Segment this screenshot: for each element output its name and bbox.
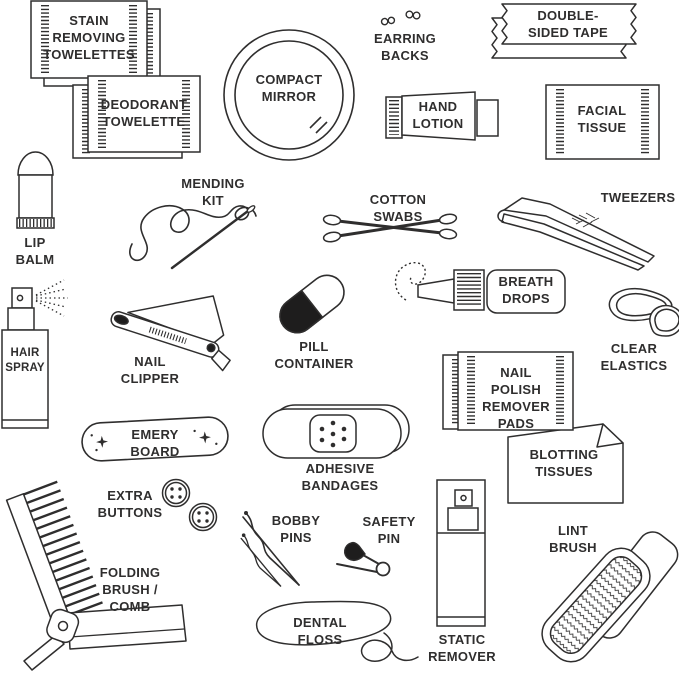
hair-spray-label: HAIR SPRAY bbox=[5, 347, 45, 374]
hand-lotion-label: HAND LOTION bbox=[412, 99, 464, 131]
dental-floss-label: DENTAL FLOSS bbox=[293, 615, 347, 647]
earring-backs-icon bbox=[372, 6, 440, 28]
mending-kit-label: MENDING KIT bbox=[181, 176, 245, 208]
bobby-pins-label: BOBBY PINS bbox=[271, 513, 321, 545]
emery-board bbox=[76, 408, 234, 466]
deodorant-towelette-label: DEODORANT TOWELETTE bbox=[100, 97, 188, 129]
clear-elastics bbox=[588, 248, 679, 380]
double-sided-tape-label: DOUBLE- SIDED TAPE bbox=[527, 8, 609, 40]
safety-pin bbox=[333, 503, 425, 595]
compact-mirror-label: COMPACT MIRROR bbox=[255, 72, 323, 104]
facial-tissue-label: FACIAL TISSUE bbox=[577, 103, 627, 135]
pill-container bbox=[252, 268, 374, 371]
extra-buttons-label: EXTRA BUTTONS bbox=[97, 488, 163, 520]
lint-brush-icon bbox=[518, 513, 679, 655]
cotton-swabs bbox=[318, 186, 482, 252]
dental-floss bbox=[242, 593, 422, 678]
hand-lotion bbox=[382, 86, 502, 148]
adhesive-bandages bbox=[255, 398, 421, 493]
blotting-tissues-label: BLOTTING TISSUES bbox=[529, 447, 599, 479]
folding-brush-comb-label: FOLDING BRUSH / COMB bbox=[99, 565, 161, 614]
pill-container-label: PILL CONTAINER bbox=[274, 339, 354, 371]
lint-brush bbox=[518, 513, 679, 655]
static-remover-label: STATIC REMOVER bbox=[428, 632, 496, 664]
deodorant-towelette bbox=[70, 76, 202, 160]
lint-brush-label: LINT BRUSH bbox=[549, 523, 597, 555]
facial-tissue bbox=[544, 82, 662, 162]
lip-balm-icon bbox=[2, 150, 70, 230]
lip-balm-label: LIP BALM bbox=[15, 235, 55, 267]
cotton-swabs-label: COTTON SWABS bbox=[369, 192, 427, 224]
nail-polish-remover-pads-label: NAIL POLISH REMOVER PADS bbox=[482, 365, 550, 431]
tweezers-label: TWEEZERS bbox=[600, 190, 676, 205]
mending-kit bbox=[122, 172, 274, 274]
nail-clipper-label: NAIL CLIPPER bbox=[120, 354, 180, 386]
breath-drops-label: BREATH DROPS bbox=[498, 274, 554, 306]
clear-elastics-label: CLEAR ELASTICS bbox=[600, 341, 668, 373]
static-remover bbox=[425, 470, 503, 677]
emery-board-label: EMERY BOARD bbox=[130, 427, 180, 459]
folding-brush-comb bbox=[0, 465, 200, 678]
double-sided-tape bbox=[484, 2, 652, 66]
earring-backs bbox=[372, 6, 440, 68]
bobby-pins bbox=[233, 503, 333, 595]
adhesive-bandages-label: ADHESIVE BANDAGES bbox=[301, 461, 379, 493]
earring-backs-label: EARRING BACKS bbox=[373, 31, 437, 63]
breath-drops bbox=[386, 254, 576, 326]
hair-spray bbox=[0, 272, 72, 434]
nail-polish-remover-pads bbox=[440, 342, 578, 442]
stain-removing-towelettes-label: STAIN REMOVING TOWELETTES bbox=[43, 13, 135, 62]
lip-balm bbox=[2, 150, 70, 267]
compact-mirror bbox=[222, 28, 356, 162]
static-remover-icon bbox=[425, 470, 503, 630]
safety-pin-label: SAFETY PIN bbox=[362, 514, 416, 546]
nail-clipper bbox=[98, 266, 240, 388]
